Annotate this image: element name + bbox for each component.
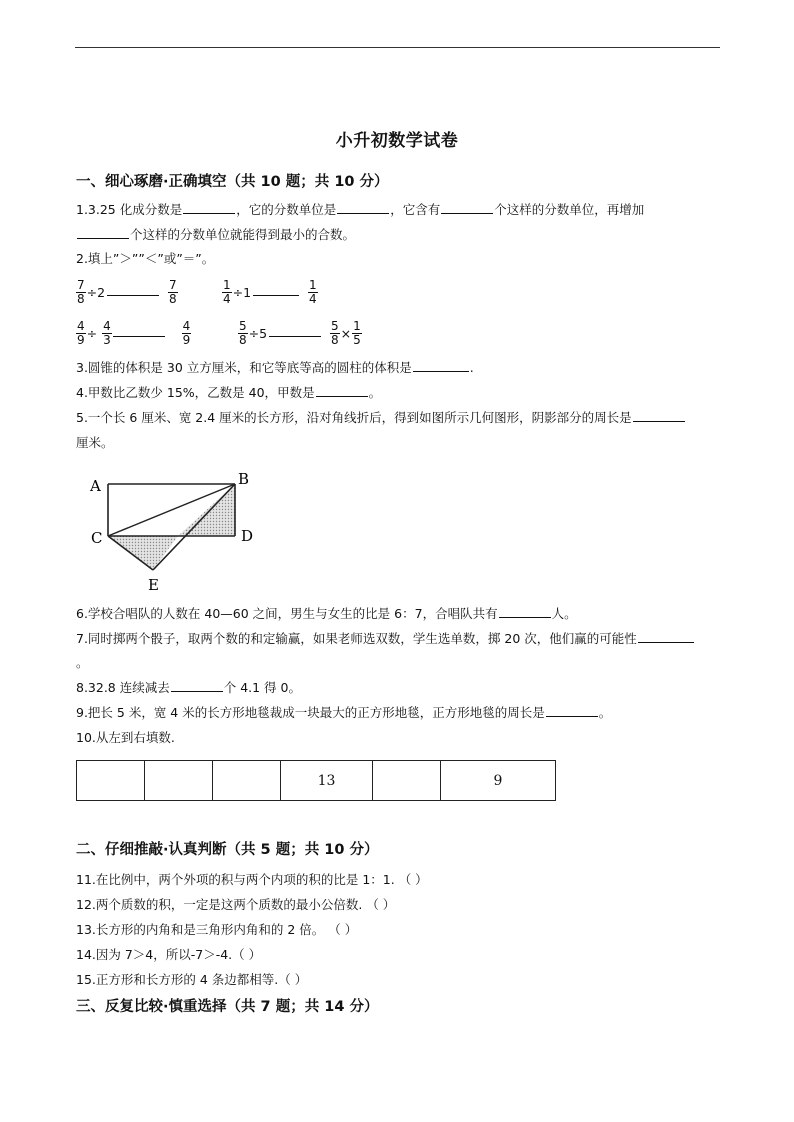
- point-label-e: E: [148, 576, 159, 594]
- question-1-line-1: 1.3.25 化成分数是 ，它的分数单位是 ，它含有 个这样的分数单位，再增加: [76, 202, 645, 217]
- sequence-cell: 13: [281, 761, 373, 801]
- answer-blank[interactable]: [107, 284, 159, 296]
- answer-blank[interactable]: [413, 360, 469, 372]
- sequence-cell[interactable]: [373, 761, 441, 801]
- sequence-cell: 9: [441, 761, 556, 801]
- answer-blank[interactable]: [337, 202, 389, 214]
- question-5-line-1: 5.一个长 6 厘米、宽 2.4 厘米的长方形，沿对角线折后，得到如图所示几何图形，阴影部分的周长是: [76, 410, 686, 426]
- point-label-d: D: [241, 527, 254, 545]
- comparison-3: $\frac{4}{9}$ ÷ $\frac{4}{3}$ $\frac{4}{9}$: [77, 319, 191, 347]
- section-3-heading: 三、反复比较·慎重选择（共 7 题；共 14 分）: [76, 999, 379, 1015]
- point-label-b: B: [238, 470, 250, 488]
- answer-blank[interactable]: [316, 385, 368, 397]
- sequence-cell[interactable]: [213, 761, 281, 801]
- question-3: 3.圆锥的体积是 30 立方厘米，和它等底等高的圆柱的体积是 .: [76, 360, 474, 375]
- header-rule: [75, 47, 720, 48]
- question-1-line-2: 个这样的分数单位就能得到最小的合数。: [76, 227, 355, 243]
- answer-blank[interactable]: [183, 202, 235, 214]
- answer-blank[interactable]: [441, 202, 493, 214]
- comparison-2: $\frac{1}{4}$ ÷1 $\frac{1}{4}$: [223, 278, 317, 306]
- question-11: 11.在比例中，两个外项的积与两个内项的积的比是 1：1. （ ）: [76, 872, 428, 887]
- comparison-4: $\frac{5}{8}$ ÷5 $\frac{5}{8}$ × $\frac{1}{5}$: [239, 319, 361, 347]
- sequence-cell[interactable]: [77, 761, 145, 801]
- question-14: 14.因为 7＞4，所以-7＞-4.（ ）: [76, 947, 262, 962]
- answer-blank[interactable]: [253, 284, 299, 296]
- section-2-heading: 二、仔细推敲·认真判断（共 5 题；共 10 分）: [76, 842, 379, 858]
- answer-blank[interactable]: [546, 705, 598, 717]
- question-5-line-2: 厘米。: [76, 435, 114, 450]
- question-7-line-1: 7.同时掷两个骰子，取两个数的和定输赢，如果老师选双数，学生选单数，掷 20 次，他们赢的可能性: [76, 631, 695, 647]
- sequence-cell[interactable]: [145, 761, 213, 801]
- question-12: 12.两个质数的积，一定是这两个质数的最小公倍数. （ ）: [76, 897, 396, 912]
- question-4: 4.甲数比乙数少 15%，乙数是 40，甲数是 。: [76, 385, 382, 400]
- answer-blank[interactable]: [113, 325, 165, 337]
- point-label-c: C: [91, 529, 103, 547]
- section-1-heading: 一、细心琢磨·正确填空（共 10 题；共 10 分）: [76, 174, 389, 190]
- answer-blank[interactable]: [638, 631, 694, 643]
- question-7-line-2: 。: [76, 655, 89, 670]
- question-10: 10.从左到右填数.: [76, 730, 175, 745]
- answer-blank[interactable]: [633, 410, 685, 422]
- answer-blank[interactable]: [171, 680, 223, 692]
- question-2-text: 2.填上”＞””＜”或”＝”。: [76, 251, 215, 266]
- shaded-region-right: [178, 484, 235, 536]
- answer-blank[interactable]: [77, 227, 129, 239]
- comparison-1: $\frac{7}{8}$ ÷2 $\frac{7}{8}$: [77, 278, 177, 306]
- question-6: 6.学校合唱队的人数在 40—60 之间，男生与女生的比是 6：7，合唱队共有 人。: [76, 606, 577, 621]
- question-13: 13.长方形的内角和是三角形内角和的 2 倍。 （ ）: [76, 922, 358, 937]
- question-15: 15.正方形和长方形的 4 条边都相等.（ ）: [76, 972, 308, 987]
- folded-rectangle-figure: [80, 466, 270, 596]
- answer-blank[interactable]: [499, 606, 551, 618]
- answer-blank[interactable]: [269, 325, 321, 337]
- point-label-a: A: [90, 477, 101, 495]
- page-title: 小升初数学试卷: [335, 131, 459, 151]
- question-8: 8.32.8 连续减去 个 4.1 得 0。: [76, 680, 301, 695]
- number-sequence-table: [76, 760, 556, 801]
- shaded-region-left: [108, 536, 178, 570]
- question-9: 9.把长 5 米，宽 4 米的长方形地毯裁成一块最大的正方形地毯，正方形地毯的周长是 。: [76, 705, 612, 720]
